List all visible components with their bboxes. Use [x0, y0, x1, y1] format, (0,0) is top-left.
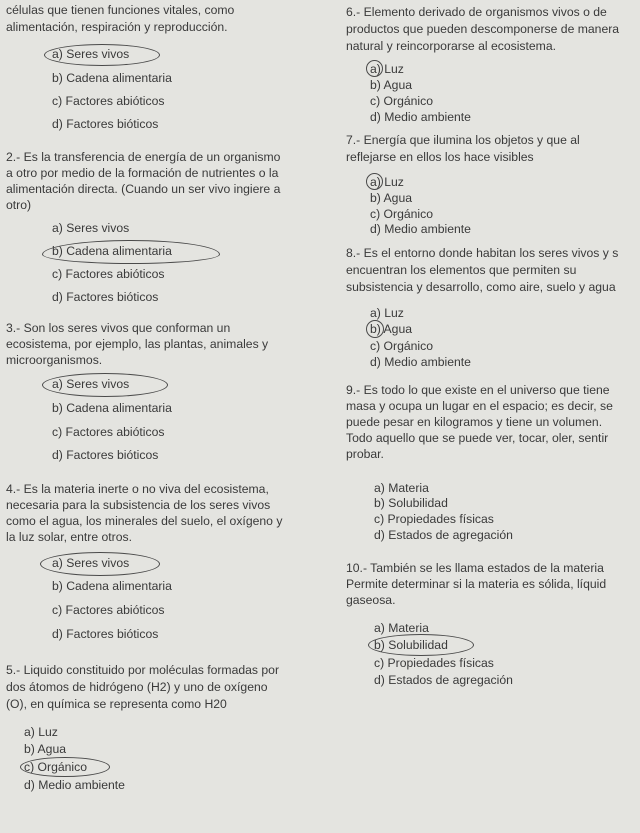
option-a[interactable]: a) Luz [370, 175, 404, 189]
option-d[interactable]: d) Estados de agregación [374, 528, 513, 542]
question-text-line: 2.- Es la transferencia de energía de un organismo [6, 150, 281, 164]
option-c[interactable]: c) Propiedades físicas [374, 512, 494, 526]
option-c[interactable]: c) Orgánico [370, 207, 433, 221]
question-text-line: 9.- Es todo lo que existe en el universo que tiene [346, 383, 610, 397]
option-a[interactable]: a) Materia [374, 481, 429, 495]
question-text-line: encuentran los elementos que permiten su [346, 263, 577, 277]
option-b[interactable]: b) Cadena alimentaria [52, 579, 172, 593]
question-text-line: alimentación directa. (Cuando un ser vivo ingiere a [6, 182, 281, 196]
option-c[interactable]: c) Factores abióticos [52, 267, 165, 281]
option-b[interactable]: b) Solubilidad [374, 496, 448, 510]
selection-circle [366, 320, 384, 338]
question-text-line: alimentación, respiración y reproducción. [6, 20, 228, 34]
option-d[interactable]: d) Medio ambiente [370, 110, 471, 124]
option-a[interactable]: a) Seres vivos [52, 221, 130, 235]
option-d[interactable]: d) Medio ambiente [370, 222, 471, 236]
option-a[interactable]: a) Luz [370, 306, 404, 320]
question-text-line: puede pesar en kilogramos y tiene un volumen. [346, 415, 603, 429]
question-text-line: necesaria para la subsistencia de los seres vivos [6, 498, 271, 512]
option-b[interactable]: b) Agua [370, 322, 413, 336]
question-text-line: a otro por medio de la formación de nutrientes o la [6, 166, 279, 180]
option-a[interactable]: a) Seres vivos [52, 47, 130, 61]
question-text-line: 3.- Son los seres vivos que conforman un [6, 321, 231, 335]
selection-circle [368, 634, 474, 656]
question-text-line: células que tienen funciones vitales, como [6, 3, 235, 17]
option-c[interactable]: c) Propiedades físicas [374, 656, 494, 670]
option-d[interactable]: d) Factores bióticos [52, 117, 159, 131]
option-c[interactable]: c) Factores abióticos [52, 94, 165, 108]
option-b[interactable]: b) Agua [370, 78, 413, 92]
question-text-line: dos átomos de hidrógeno (H2) y uno de oxígeno [6, 680, 268, 694]
question-text-line: 4.- Es la materia inerte o no viva del ecosistema, [6, 482, 269, 496]
selection-circle [42, 373, 168, 397]
option-a[interactable]: a) Seres vivos [52, 377, 130, 391]
selection-circle [366, 60, 383, 77]
question-text-line: productos que pueden descomponerse de manera [346, 22, 620, 36]
selection-circle [44, 44, 160, 66]
option-d[interactable]: d) Factores bióticos [52, 627, 159, 641]
option-c[interactable]: c) Orgánico [370, 94, 433, 108]
question-text-line: 6.- Elemento derivado de organismos vivos o de [346, 5, 607, 19]
question-text-line: (O), en química se representa como H20 [6, 697, 227, 711]
selection-circle [42, 240, 220, 264]
question-text-line: ecosistema, por ejemplo, las plantas, animales y [6, 337, 269, 351]
question-text-line: gaseosa. [346, 593, 396, 607]
question-text-line: como el agua, los minerales del suelo, el oxígeno y [6, 514, 283, 528]
question-text-line: 7.- Energía que ilumina los objetos y que al [346, 133, 580, 147]
option-b[interactable]: b) Cadena alimentaria [52, 401, 172, 415]
option-c[interactable]: c) Orgánico [24, 760, 87, 774]
question-text-line: subsistencia y desarrollo, como aire, suelo y agua [346, 280, 616, 294]
option-d[interactable]: d) Factores bióticos [52, 448, 159, 462]
question-text-line: 5.- Liquido constituido por moléculas formadas por [6, 663, 280, 677]
question-text-line: natural y reincorporarse al ecosistema. [346, 39, 556, 53]
selection-circle [366, 173, 383, 190]
option-c[interactable]: c) Factores abióticos [52, 425, 165, 439]
question-text-line: Permite determinar si la materia es sólida, líquid [346, 577, 607, 591]
question-text-line: otro) [6, 198, 32, 212]
option-d[interactable]: d) Factores bióticos [52, 290, 159, 304]
selection-circle [20, 757, 110, 777]
option-a[interactable]: a) Luz [24, 725, 58, 739]
question-text-line: 10.- También se les llama estados de la materia [346, 561, 604, 575]
option-d[interactable]: d) Medio ambiente [370, 355, 471, 369]
selection-circle [40, 552, 160, 576]
option-a[interactable]: a) Luz [370, 62, 404, 76]
question-text-line: masa y ocupa un lugar en el espacio; es decir, se [346, 399, 613, 413]
option-c[interactable]: c) Factores abióticos [52, 603, 165, 617]
option-b[interactable]: b) Agua [24, 742, 67, 756]
option-b[interactable]: b) Solubilidad [374, 638, 448, 652]
option-d[interactable]: d) Medio ambiente [24, 778, 125, 792]
option-a[interactable]: a) Materia [374, 621, 429, 635]
option-a[interactable]: a) Seres vivos [52, 556, 130, 570]
option-b[interactable]: b) Cadena alimentaria [52, 71, 172, 85]
question-text-line: microorganismos. [6, 353, 103, 367]
question-text-line: probar. [346, 447, 384, 461]
option-b[interactable]: b) Cadena alimentaria [52, 244, 172, 258]
option-c[interactable]: c) Orgánico [370, 339, 433, 353]
option-d[interactable]: d) Estados de agregación [374, 673, 513, 687]
question-text-line: reflejarse en ellos los hace visibles [346, 150, 534, 164]
question-text-line: Todo aquello que se puede ver, tocar, oler, sentir [346, 431, 609, 445]
question-text-line: la luz solar, entre otros. [6, 530, 132, 544]
option-b[interactable]: b) Agua [370, 191, 413, 205]
question-text-line: 8.- Es el entorno donde habitan los seres vivos y s [346, 246, 619, 260]
